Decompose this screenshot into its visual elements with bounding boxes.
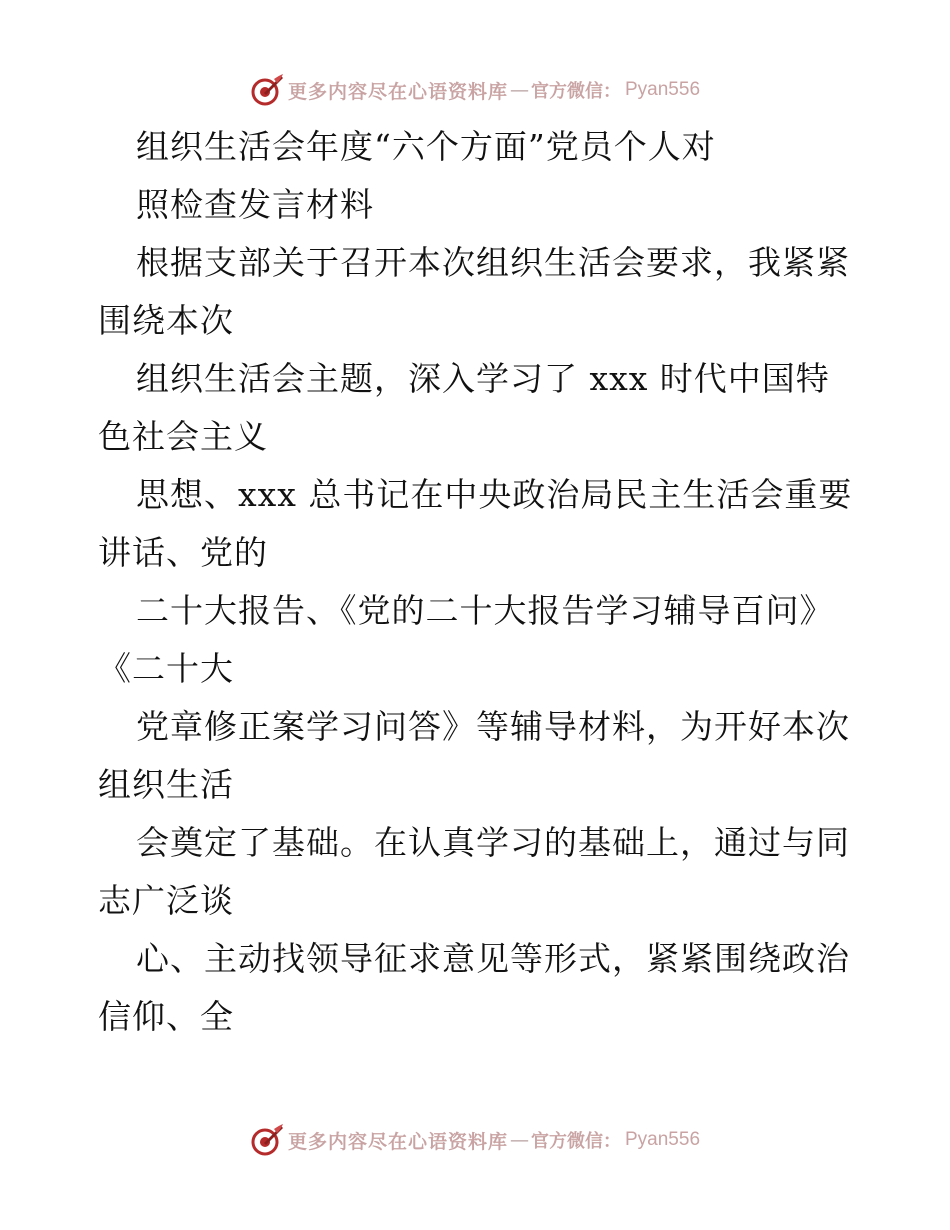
doc-line: 组织生活 bbox=[98, 765, 234, 804]
doc-line: 围绕本次 bbox=[98, 301, 234, 340]
doc-line: 照检查发言材料 bbox=[136, 185, 374, 224]
doc-line: 二十大报告、《党的二十大报告学习辅导百问》 bbox=[136, 591, 834, 630]
watermark-main-text: 更多内容尽在心语资料库 bbox=[287, 1130, 508, 1153]
watermark-main-text: 更多内容尽在心语资料库 bbox=[287, 80, 508, 103]
doc-line: 心、主动找领导征求意见等形式，紧紧围绕政治 bbox=[136, 939, 850, 978]
quill-logo-icon bbox=[250, 73, 284, 107]
watermark-wechat-label: 官方微信： bbox=[531, 1131, 621, 1152]
document-body bbox=[98, 118, 858, 1046]
footer-watermark bbox=[0, 1120, 950, 1160]
watermark-wechat-id: Pyan556 bbox=[625, 1129, 701, 1150]
doc-line: 根据支部关于召开本次组织生活会要求，我紧紧 bbox=[136, 243, 850, 282]
doc-line: 会奠定了基础。在认真学习的基础上，通过与同 bbox=[136, 823, 850, 862]
doc-line: 《二十大 bbox=[98, 649, 234, 688]
doc-line: 信仰、全 bbox=[98, 997, 234, 1036]
doc-line: 思想、xxx 总书记在中央政治局民主生活会重要 bbox=[136, 475, 853, 514]
doc-line: 志广泛谈 bbox=[98, 881, 234, 920]
doc-line: 组织生活会主题，深入学习了 xxx 时代中国特 bbox=[136, 359, 830, 398]
quill-logo-icon bbox=[250, 1123, 284, 1157]
watermark-wechat-id: Pyan556 bbox=[625, 79, 701, 100]
doc-line: 色社会主义 bbox=[98, 417, 268, 456]
watermark-wechat-label: 官方微信： bbox=[531, 81, 621, 102]
header-watermark bbox=[0, 70, 950, 110]
watermark-dash: — bbox=[510, 79, 529, 101]
doc-line: 组织生活会年度“六个方面”党员个人对 bbox=[136, 127, 716, 166]
watermark-dash: — bbox=[510, 1129, 529, 1151]
doc-line: 讲话、党的 bbox=[98, 533, 268, 572]
doc-line: 党章修正案学习问答》等辅导材料，为开好本次 bbox=[136, 707, 850, 746]
